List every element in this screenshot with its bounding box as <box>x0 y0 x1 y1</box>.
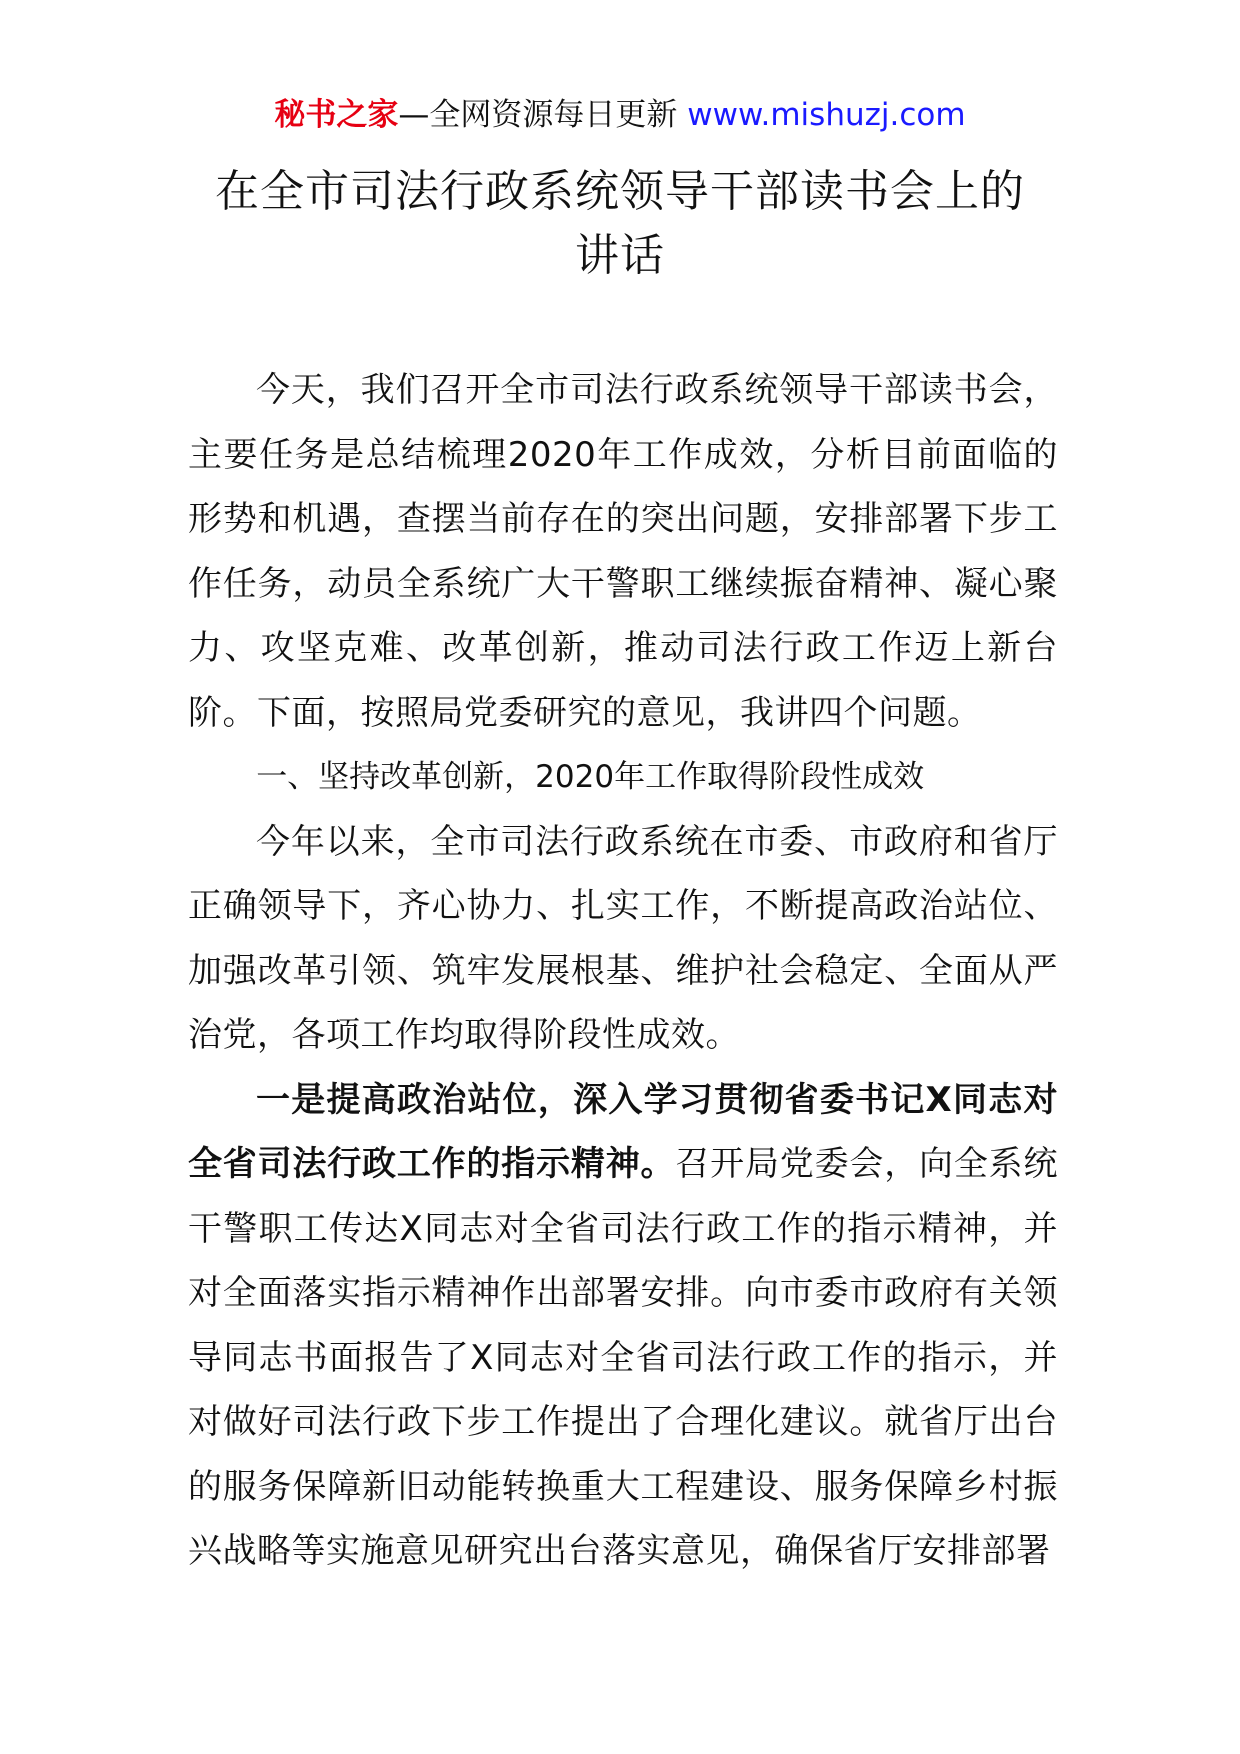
point-one-text: 召开局党委会，向全系统干警职工传达X同志对全省司法行政工作的指示精神，并对全面落实指示精神作出部署安排。向市委市政府有关领导同志书面报告了X同志对全省司法行政工作的指示，并对做好司法行政下步工作提出了合理化建议。就省厅出台的服务保障新旧动能转换重大工程建设、服务保障乡村振兴战略等实施意见研究出台落实意见，确保省厅安排部署 <box>188 1144 1058 1571</box>
site-banner <box>0 92 1240 138</box>
site-url[interactable]: www.mishuzj.com <box>687 97 966 133</box>
section-heading-1: 一、坚持改革创新，2020年工作取得阶段性成效 <box>256 759 925 795</box>
title-line-1: 在全市司法行政系统领导干部读书会上的 <box>215 166 1025 217</box>
brand-name: 秘书之家 <box>274 97 399 133</box>
title-line-2: 讲话 <box>575 230 665 281</box>
achievements-paragraph: 今年以来，全市司法行政系统在市委、市政府和省厅正确领导下，齐心协力、扎实工作，不断提高政治站位、加强改革引领、筑牢发展根基、维护社会稳定、全面从严治党，各项工作均取得阶段性成效。 <box>188 821 1058 1055</box>
banner-tagline: —全网资源每日更新 <box>398 97 688 133</box>
point-one-paragraph <box>188 1068 1058 1584</box>
document-title <box>150 160 1090 288</box>
point-one-lead: 一是提高政治站位，深入学习贯彻省委书记X同志对全省司法行政工作的指示精神。 <box>188 1079 1058 1184</box>
document-body <box>188 358 1058 1584</box>
intro-paragraph: 今天，我们召开全市司法行政系统领导干部读书会，主要任务是总结梳理2020年工作成效，分析目前面临的形势和机遇，查摆当前存在的突出问题，安排部署下步工作任务，动员全系统广大干警职工继续振奋精神、凝心聚力、攻坚克难、改革创新，推动司法行政工作迈上新台阶。下面，按照局党委研究的意见，我讲四个问题。 <box>188 370 1058 733</box>
